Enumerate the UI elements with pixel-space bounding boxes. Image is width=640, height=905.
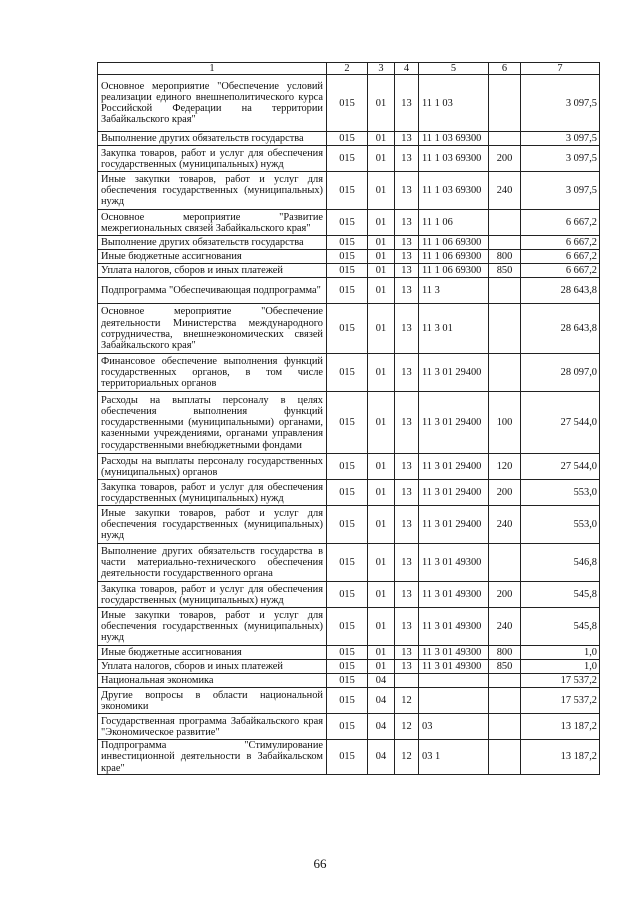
col-header-7: 7 [521,63,600,75]
row-name-cell: Закупка товаров, работ и услуг для обеспечения государственных (муниципальных) нужд [98,582,327,608]
row-sum-cell: 6 667,2 [521,210,600,236]
col-header-2: 2 [327,63,368,75]
row-sum-cell: 1,0 [521,660,600,674]
row-target-article-cell [419,688,489,714]
row-target-article-cell: 11 1 03 [419,75,489,132]
row-sum-cell: 13 187,2 [521,740,600,775]
row-grbs-cell: 015 [327,646,368,660]
row-subsection-cell: 13 [395,392,419,454]
row-section-cell: 04 [368,674,395,688]
row-subsection-cell: 13 [395,480,419,506]
row-expense-type-cell [489,544,521,582]
row-expense-type-cell: 200 [489,480,521,506]
row-grbs-cell: 015 [327,714,368,740]
row-target-article-cell: 11 1 06 69300 [419,250,489,264]
row-grbs-cell: 015 [327,506,368,544]
row-target-article-cell: 11 3 01 49300 [419,660,489,674]
table-row [98,714,600,740]
row-section-cell: 01 [368,660,395,674]
row-section-cell: 01 [368,250,395,264]
row-sum-cell: 6 667,2 [521,236,600,250]
row-section-cell: 01 [368,210,395,236]
row-sum-cell: 28 643,8 [521,278,600,304]
row-target-article-cell: 11 3 01 49300 [419,544,489,582]
row-expense-type-cell [489,210,521,236]
table-row [98,392,600,454]
row-grbs-cell: 015 [327,278,368,304]
row-target-article-cell: 11 1 03 69300 [419,132,489,146]
row-sum-cell: 17 537,2 [521,688,600,714]
row-subsection-cell: 12 [395,740,419,775]
row-target-article-cell: 11 3 01 29400 [419,480,489,506]
row-grbs-cell: 015 [327,264,368,278]
row-grbs-cell: 015 [327,688,368,714]
row-expense-type-cell: 240 [489,506,521,544]
row-expense-type-cell: 120 [489,454,521,480]
row-grbs-cell: 015 [327,250,368,264]
table-row [98,304,600,354]
row-section-cell: 01 [368,392,395,454]
table-row [98,132,600,146]
row-name-cell: Иные закупки товаров, работ и услуг для обеспечения государственных (муниципальных) нужд [98,506,327,544]
row-sum-cell: 6 667,2 [521,264,600,278]
table-row [98,646,600,660]
row-subsection-cell: 13 [395,582,419,608]
row-target-article-cell: 11 3 01 [419,304,489,354]
row-subsection-cell: 13 [395,608,419,646]
row-target-article-cell: 11 1 06 69300 [419,236,489,250]
row-name-cell: Подпрограмма "Стимулирование инвестиционной деятельности в Забайкальском крае" [98,740,327,775]
row-section-cell: 01 [368,480,395,506]
row-grbs-cell: 015 [327,660,368,674]
row-expense-type-cell [489,354,521,392]
col-header-3: 3 [368,63,395,75]
row-sum-cell: 553,0 [521,506,600,544]
row-subsection-cell: 13 [395,544,419,582]
row-target-article-cell: 11 3 01 49300 [419,582,489,608]
row-sum-cell: 546,8 [521,544,600,582]
row-section-cell: 01 [368,582,395,608]
row-name-cell: Выполнение других обязательств государства в части материально-технического обеспечения деятельности государственного органа [98,544,327,582]
row-subsection-cell [395,674,419,688]
row-sum-cell: 13 187,2 [521,714,600,740]
row-expense-type-cell: 200 [489,146,521,172]
row-section-cell: 04 [368,714,395,740]
row-name-cell: Подпрограмма "Обеспечивающая подпрограмма" [98,278,327,304]
row-section-cell: 04 [368,688,395,714]
row-section-cell: 01 [368,304,395,354]
budget-table-page [97,62,599,775]
row-target-article-cell: 11 3 [419,278,489,304]
row-target-article-cell: 11 3 01 29400 [419,392,489,454]
header-row [98,63,600,75]
row-subsection-cell: 12 [395,714,419,740]
row-section-cell: 01 [368,172,395,210]
row-name-cell: Другие вопросы в области национальной экономики [98,688,327,714]
row-section-cell: 01 [368,608,395,646]
row-expense-type-cell [489,132,521,146]
row-section-cell: 01 [368,544,395,582]
row-grbs-cell: 015 [327,480,368,506]
row-target-article-cell: 11 3 01 49300 [419,646,489,660]
row-name-cell: Иные бюджетные ассигнования [98,250,327,264]
table-body [98,75,600,775]
row-grbs-cell: 015 [327,75,368,132]
row-sum-cell: 3 097,5 [521,132,600,146]
table-row [98,480,600,506]
row-grbs-cell: 015 [327,740,368,775]
row-subsection-cell: 13 [395,646,419,660]
row-name-cell: Основное мероприятие "Развитие межрегиональных связей Забайкальского края" [98,210,327,236]
row-expense-type-cell [489,674,521,688]
col-header-4: 4 [395,63,419,75]
row-section-cell: 01 [368,146,395,172]
table-row [98,172,600,210]
table-row [98,454,600,480]
row-expense-type-cell [489,278,521,304]
row-name-cell: Уплата налогов, сборов и иных платежей [98,660,327,674]
row-expense-type-cell [489,740,521,775]
row-section-cell: 01 [368,264,395,278]
row-subsection-cell: 13 [395,354,419,392]
row-sum-cell: 545,8 [521,608,600,646]
row-subsection-cell: 12 [395,688,419,714]
row-subsection-cell: 13 [395,660,419,674]
row-section-cell: 01 [368,506,395,544]
col-header-6: 6 [489,63,521,75]
row-name-cell: Национальная экономика [98,674,327,688]
col-header-1: 1 [98,63,327,75]
table-row [98,544,600,582]
row-sum-cell: 3 097,5 [521,172,600,210]
row-target-article-cell: 03 1 [419,740,489,775]
row-target-article-cell: 11 3 01 29400 [419,454,489,480]
row-expense-type-cell: 800 [489,250,521,264]
row-subsection-cell: 13 [395,304,419,354]
row-sum-cell: 27 544,0 [521,392,600,454]
row-grbs-cell: 015 [327,210,368,236]
row-grbs-cell: 015 [327,304,368,354]
row-section-cell: 01 [368,646,395,660]
row-subsection-cell: 13 [395,172,419,210]
table-row [98,506,600,544]
row-grbs-cell: 015 [327,674,368,688]
row-grbs-cell: 015 [327,582,368,608]
table-row [98,660,600,674]
row-expense-type-cell: 850 [489,264,521,278]
row-target-article-cell: 11 1 06 [419,210,489,236]
row-grbs-cell: 015 [327,236,368,250]
row-subsection-cell: 13 [395,506,419,544]
row-target-article-cell: 11 3 01 29400 [419,506,489,544]
row-subsection-cell: 13 [395,132,419,146]
table-row [98,250,600,264]
row-sum-cell: 17 537,2 [521,674,600,688]
row-subsection-cell: 13 [395,210,419,236]
row-expense-type-cell: 240 [489,608,521,646]
row-name-cell: Иные бюджетные ассигнования [98,646,327,660]
table-row [98,236,600,250]
row-name-cell: Финансовое обеспечение выполнения функций государственных органов, в том числе территориальных органов [98,354,327,392]
row-target-article-cell: 03 [419,714,489,740]
row-section-cell: 04 [368,740,395,775]
row-sum-cell: 3 097,5 [521,75,600,132]
row-expense-type-cell: 200 [489,582,521,608]
table-row [98,674,600,688]
row-subsection-cell: 13 [395,454,419,480]
row-sum-cell: 27 544,0 [521,454,600,480]
row-sum-cell: 1,0 [521,646,600,660]
table-row [98,75,600,132]
table-row [98,608,600,646]
row-subsection-cell: 13 [395,146,419,172]
row-section-cell: 01 [368,278,395,304]
row-sum-cell: 545,8 [521,582,600,608]
row-name-cell: Закупка товаров, работ и услуг для обеспечения государственных (муниципальных) нужд [98,480,327,506]
row-subsection-cell: 13 [395,264,419,278]
row-expense-type-cell: 240 [489,172,521,210]
row-grbs-cell: 015 [327,132,368,146]
row-target-article-cell: 11 1 03 69300 [419,146,489,172]
row-expense-type-cell [489,75,521,132]
row-expense-type-cell [489,236,521,250]
table-row [98,146,600,172]
row-expense-type-cell: 800 [489,646,521,660]
row-expense-type-cell [489,304,521,354]
row-name-cell: Иные закупки товаров, работ и услуг для обеспечения государственных (муниципальных) нужд [98,608,327,646]
row-sum-cell: 28 643,8 [521,304,600,354]
row-sum-cell: 3 097,5 [521,146,600,172]
row-name-cell: Расходы на выплаты персоналу государственных (муниципальных) органов [98,454,327,480]
row-target-article-cell: 11 3 01 49300 [419,608,489,646]
table-row [98,278,600,304]
row-name-cell: Иные закупки товаров, работ и услуг для обеспечения государственных (муниципальных) нужд [98,172,327,210]
row-sum-cell: 28 097,0 [521,354,600,392]
row-name-cell: Выполнение других обязательств государства [98,236,327,250]
budget-table [97,62,600,775]
table-row [98,740,600,775]
table-row [98,210,600,236]
col-header-5: 5 [419,63,489,75]
row-name-cell: Основное мероприятие "Обеспечение деятельности Министерства международного сотрудничества, внешнеэкономических связей Забайкальского края" [98,304,327,354]
row-section-cell: 01 [368,132,395,146]
page-number: 66 [313,856,327,871]
row-grbs-cell: 015 [327,608,368,646]
row-expense-type-cell: 100 [489,392,521,454]
row-section-cell: 01 [368,75,395,132]
row-name-cell: Основное мероприятие "Обеспечение условий реализации единого внешнеполитического курса Российской Федерации на территории Забайкальского края" [98,75,327,132]
row-subsection-cell: 13 [395,75,419,132]
row-section-cell: 01 [368,454,395,480]
row-subsection-cell: 13 [395,278,419,304]
row-name-cell: Государственная программа Забайкальского края "Экономическое развитие" [98,714,327,740]
row-sum-cell: 6 667,2 [521,250,600,264]
row-grbs-cell: 015 [327,454,368,480]
row-expense-type-cell [489,688,521,714]
table-row [98,264,600,278]
row-name-cell: Выполнение других обязательств государства [98,132,327,146]
row-expense-type-cell [489,714,521,740]
row-grbs-cell: 015 [327,392,368,454]
row-target-article-cell: 11 3 01 29400 [419,354,489,392]
row-section-cell: 01 [368,236,395,250]
row-grbs-cell: 015 [327,354,368,392]
row-sum-cell: 553,0 [521,480,600,506]
row-target-article-cell [419,674,489,688]
row-name-cell: Закупка товаров, работ и услуг для обеспечения государственных (муниципальных) нужд [98,146,327,172]
row-name-cell: Расходы на выплаты персоналу в целях обеспечения выполнения функций государственными (муниципальными) органами, казенными учреждениями, органами управления государственными внебюджетными фондами [98,392,327,454]
row-name-cell: Уплата налогов, сборов и иных платежей [98,264,327,278]
row-grbs-cell: 015 [327,146,368,172]
row-target-article-cell: 11 1 03 69300 [419,172,489,210]
row-expense-type-cell: 850 [489,660,521,674]
row-grbs-cell: 015 [327,172,368,210]
row-subsection-cell: 13 [395,236,419,250]
table-row [98,354,600,392]
row-target-article-cell: 11 1 06 69300 [419,264,489,278]
row-section-cell: 01 [368,354,395,392]
table-row [98,688,600,714]
table-row [98,582,600,608]
row-grbs-cell: 015 [327,544,368,582]
row-subsection-cell: 13 [395,250,419,264]
